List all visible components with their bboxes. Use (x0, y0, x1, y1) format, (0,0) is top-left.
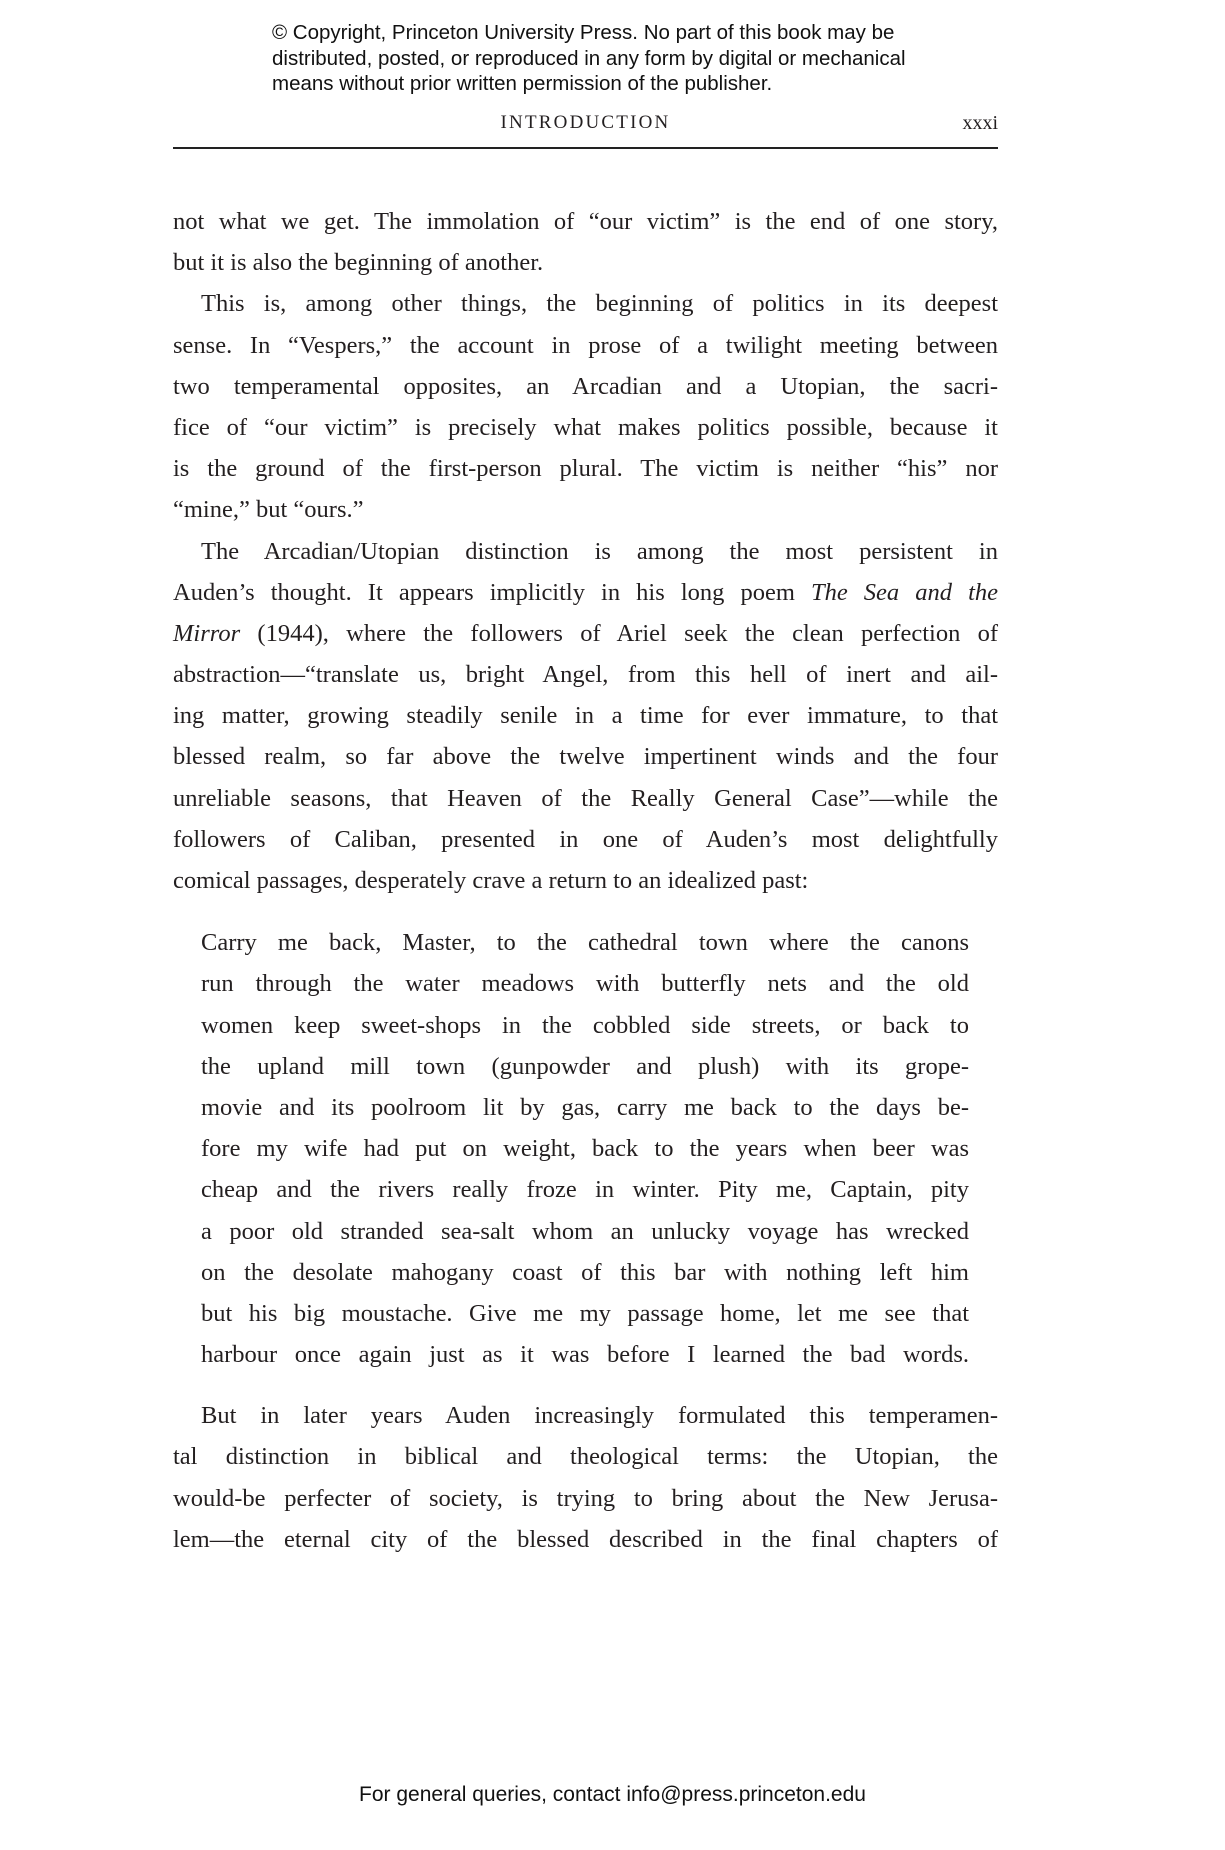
text-run: a poor old stranded sea-salt whom an unlucky voyage has wrecked (201, 1217, 969, 1245)
text-line (201, 1211, 969, 1252)
text-line (201, 1128, 969, 1169)
text-run: two temperamental opposites, an Arcadian and a Utopian, the sacri- (173, 372, 998, 400)
copyright-line: © Copyright, Princeton University Press. No part of this book may be (272, 21, 895, 44)
text-line (173, 448, 998, 489)
text-line (173, 778, 998, 819)
text-line (173, 736, 998, 777)
text-line (173, 489, 998, 530)
text-line (173, 407, 998, 448)
text-line (173, 1519, 998, 1560)
text-line (201, 1334, 969, 1375)
paragraph (173, 283, 998, 530)
text-line (173, 366, 998, 407)
header-rule (173, 147, 998, 149)
text-run: but it is also the beginning of another. (173, 249, 544, 277)
text-run: Auden’s thought. It appears implicitly in his long poem (173, 578, 811, 606)
text-run: But in later years Auden increasingly formulated this temperamen- (201, 1402, 998, 1430)
paragraph (173, 201, 998, 283)
text-line (173, 1436, 998, 1477)
text-line (201, 963, 969, 1004)
text-run: followers of Caliban, presented in one of Auden’s most delightfully (173, 825, 998, 853)
text-run: comical passages, desperately crave a return to an idealized past: (173, 867, 809, 894)
text-line (173, 201, 998, 242)
text-run: This is, among other things, the beginning of politics in its deepest (201, 290, 998, 318)
footer-contact: For general queries, contact info@press.princeton.edu (359, 1783, 866, 1806)
text-run: (1944), where the followers of Ariel seek the clean perfection of (240, 619, 998, 647)
paragraph (173, 1395, 998, 1560)
text-line (173, 613, 998, 654)
text-line (201, 1005, 969, 1046)
text-run: fore my wife had put on weight, back to the years when beer was (201, 1135, 969, 1163)
text-run: tal distinction in biblical and theological terms: the Utopian, the (173, 1443, 998, 1471)
text-line (173, 242, 998, 283)
copyright-line: distributed, posted, or reproduced in any form by digital or mechanical (272, 46, 906, 70)
text-line (201, 922, 969, 963)
text-line (201, 1169, 969, 1210)
text-run: is the ground of the first-person plural. The victim is neither “his” nor (173, 455, 998, 483)
text-run: would-be perfecter of society, is trying to bring about the New Jerusa- (173, 1484, 998, 1512)
text-run: harbour once again just as it was before I learned the bad words. (201, 1341, 969, 1369)
text-run: but his big moustache. Give me my passage home, let me see that (201, 1299, 969, 1327)
text-line (201, 1293, 969, 1334)
text-run: the upland mill town (gunpowder and plush) with its grope- (201, 1052, 969, 1080)
text-run: blessed realm, so far above the twelve impertinent winds and the four (173, 743, 998, 771)
block-quote (173, 922, 998, 1375)
text-line (201, 1046, 969, 1087)
text-line (173, 819, 998, 860)
text-line (173, 1395, 998, 1436)
text-run: women keep sweet-shops in the cobbled side streets, or back to (201, 1011, 969, 1039)
text-run: The Arcadian/Utopian distinction is among the most persistent in (201, 537, 998, 565)
text-line (173, 283, 998, 324)
italic-title: The Sea and the (810, 578, 999, 606)
text-run: lem—the eternal city of the blessed described in the final chapters of (173, 1525, 998, 1553)
text-run: abstraction—“translate us, bright Angel, from this hell of inert and ail- (173, 661, 998, 689)
paragraph (173, 531, 998, 902)
text-line (201, 1252, 969, 1293)
text-run: not what we get. The immolation of “our victim” is the end of one story, (173, 208, 998, 235)
text-line (173, 654, 998, 695)
text-run: on the desolate mahogany coast of this bar with nothing left him (201, 1258, 969, 1286)
text-line (173, 531, 998, 572)
text-run: movie and its poolroom lit by gas, carry me back to the days be- (201, 1093, 969, 1121)
text-line (173, 695, 998, 736)
text-run: “mine,” but “ours.” (173, 496, 364, 524)
text-line (173, 1478, 998, 1519)
copyright-line: means without prior written permission of the publisher. (272, 72, 773, 95)
chapter-title: INTRODUCTION (500, 112, 671, 133)
text-line (201, 1087, 969, 1128)
text-run: sense. In “Vespers,” the account in prose of a twilight meeting between (173, 331, 998, 359)
text-run: fice of “our victim” is precisely what makes politics possible, because it (173, 413, 998, 441)
text-run: cheap and the rivers really froze in winter. Pity me, Captain, pity (201, 1176, 969, 1204)
page-number: xxxi (962, 112, 998, 134)
text-run: Carry me back, Master, to the cathedral town where the canons (201, 929, 969, 957)
text-line (173, 860, 998, 901)
text-run: ing matter, growing steadily senile in a time for ever immature, to that (173, 702, 998, 730)
running-head (173, 110, 998, 140)
body-text (173, 201, 998, 1560)
text-run: unreliable seasons, that Heaven of the Really General Case”—while the (173, 784, 998, 812)
text-line (173, 325, 998, 366)
copyright-notice (272, 20, 992, 97)
italic-title: Mirror (173, 619, 241, 647)
text-line (173, 572, 998, 613)
text-run: run through the water meadows with butterfly nets and the old (201, 970, 969, 998)
